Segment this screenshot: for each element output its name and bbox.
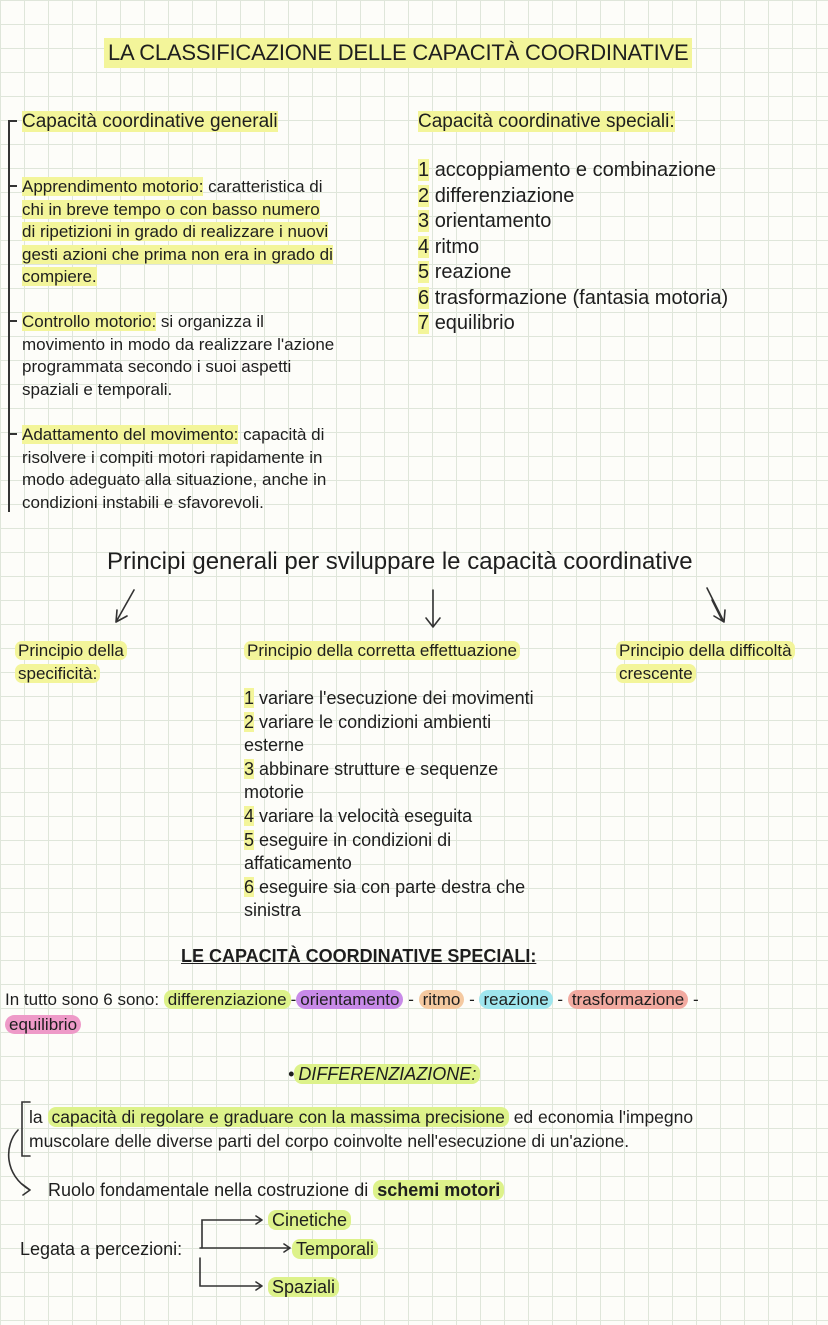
principio-specificita: Principio della specificità:: [15, 640, 127, 685]
tag-equilibrio: equilibrio: [5, 1015, 81, 1034]
arrow-left: [116, 590, 134, 622]
list-item: 7 equilibrio: [418, 312, 515, 334]
percezioni-label: Legata a percezioni:: [20, 1239, 183, 1259]
tag-ritmo: ritmo: [419, 990, 465, 1009]
list-item: 2 differenziazione: [418, 184, 575, 207]
list-item: 1 variare l'esecuzione dei movimenti: [244, 688, 534, 708]
principio-corretta: Principio della corretta effettuazione: [244, 640, 520, 663]
generali-item-controllo: Controllo motorio: si organizza il movimento in modo da realizzare l'azione programmata secondo i suoi aspetti spaziali e temporali.: [22, 312, 335, 399]
tree-line-temporali: [200, 1244, 290, 1252]
arrow-center: [426, 590, 440, 627]
tag-trasformazione: trasformazione: [568, 990, 688, 1009]
curve-arrow: [9, 1130, 30, 1195]
section2-heading: LE CAPACITÀ COORDINATIVE SPECIALI:: [181, 946, 537, 966]
percezione-temporali: Temporali: [292, 1237, 378, 1261]
differenziazione-definition: la capacità di regolare e graduare con la massima precisione ed economia l'impegno muscolare delle diverse parti del corpo coinvolte nell'esecuzione di un'azione.: [29, 1107, 694, 1151]
principio-steps: [244, 687, 584, 923]
percezione-cinetiche: Cinetiche: [268, 1208, 351, 1232]
list-item: 1 accoppiamento e combinazione: [418, 159, 716, 181]
tag-differenziazione: differenziazione: [164, 990, 291, 1009]
list-item: 2 variare le condizioni ambienti esterne: [244, 711, 492, 756]
tag-orientamento: orientamento: [296, 990, 403, 1009]
generali-item-apprendimento: Apprendimento motorio: caratteristica di chi in breve tempo o con basso numero di ripetizioni in grado di realizzare i nuovi gesti azioni che prima non era in grado di compiere.: [22, 177, 333, 286]
tag-reazione: reazione: [479, 990, 552, 1009]
list-item: 4 ritmo: [418, 235, 480, 258]
generali-heading: Capacità coordinative generali: [22, 111, 278, 132]
arrow-right: [707, 588, 725, 622]
page-title: LA CLASSIFICAZIONE DELLE CAPACITÀ COORDINATIVE: [104, 38, 692, 68]
list-item: 6 trasformazione (fantasia motoria): [418, 286, 729, 309]
tree-line-cinetiche: [202, 1216, 262, 1248]
list-item: 6 eseguire sia con parte destra che sinistra: [244, 876, 526, 921]
list-item: 5 reazione: [418, 261, 512, 283]
list-item: 3 abbinare strutture e sequenze motorie: [244, 758, 499, 803]
list-item: 5 eseguire in condizioni di affaticamento: [244, 829, 452, 874]
list-item: 3 orientamento: [418, 210, 552, 232]
ruolo-line: Ruolo fondamentale nella costruzione di schemi motori: [48, 1178, 504, 1202]
principi-heading: Principi generali per sviluppare le capacità coordinative: [107, 548, 693, 575]
tree-line-spaziali: [200, 1258, 262, 1290]
section2-intro: In tutto sono 6 sono: differenziazione - orientamento - ritmo - reazione - trasformazione - equilibrio: [5, 990, 699, 1034]
speciali-heading: Capacità coordinative speciali:: [418, 111, 675, 132]
list-item: 4 variare la velocità eseguita: [244, 805, 473, 826]
principio-difficolta: Principio della difficoltà crescente: [616, 640, 795, 685]
differenziazione-subheading: • DIFFERENZIAZIONE:: [288, 1062, 480, 1086]
percezione-spaziali: Spaziali: [268, 1275, 339, 1299]
generali-item-adattamento: Adattamento del movimento: capacità di risolvere i compiti motori rapidamente in modo adeguato alla situazione, anche in condizioni instabili e sfavorevoli.: [22, 425, 327, 512]
